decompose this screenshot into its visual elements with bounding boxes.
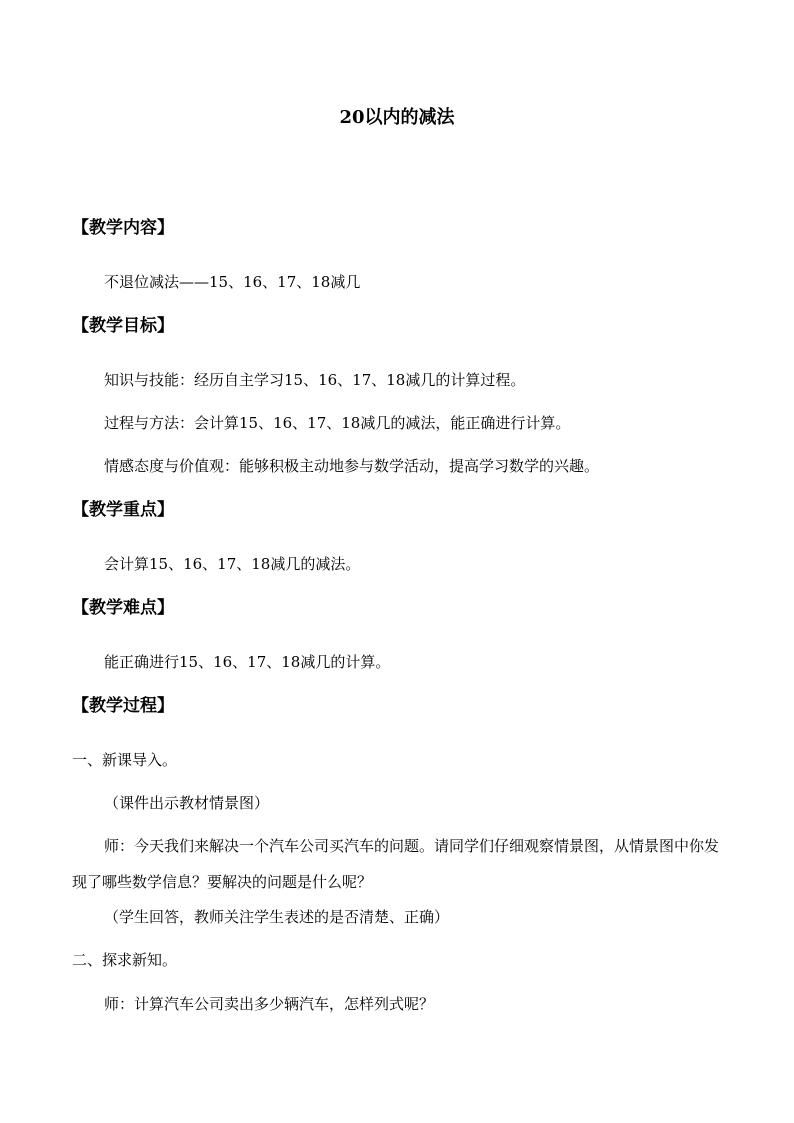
process-note-answer: （学生回答，教师关注学生表述的是否清楚、正确） <box>104 908 450 926</box>
process-step-explore: 二、探求新知。 <box>72 951 178 969</box>
difficulties-text: 能正确进行15、16、17、18减几的计算。 <box>104 653 391 671</box>
heading-content: 【教学内容】 <box>72 218 174 238</box>
heading-goals: 【教学目标】 <box>72 316 174 336</box>
process-step-intro: 一、新课导入。 <box>72 751 178 769</box>
heading-difficulties: 【教学难点】 <box>72 598 174 618</box>
goal-attitude: 情感态度与价值观：能够积极主动地参与数学活动，提高学习数学的兴趣。 <box>104 457 600 475</box>
goal-knowledge: 知识与技能：经历自主学习15、16、17、18减几的计算过程。 <box>104 371 526 389</box>
heading-process: 【教学过程】 <box>72 696 174 716</box>
process-teacher-question: 师：今天我们来解决一个汽车公司买汽车的问题。请同学们仔细观察情景图，从情景图中你发现了哪些数学信息？要解决的问题是什么呢？ <box>72 837 720 891</box>
goal-process: 过程与方法：会计算15、16、17、18减几的减法，能正确进行计算。 <box>104 414 571 432</box>
process-note-slide: （课件出示教材情景图） <box>104 794 270 812</box>
process-teacher-formula: 师：计算汽车公司卖出多少辆汽车，怎样列式呢？ <box>104 995 435 1013</box>
heading-key-points: 【教学重点】 <box>72 500 174 520</box>
document-title: 20以内的减法 <box>339 107 455 128</box>
key-points-text: 会计算15、16、17、18减几的减法。 <box>104 555 361 573</box>
content-text: 不退位减法——15、16、17、18减几 <box>104 273 361 291</box>
